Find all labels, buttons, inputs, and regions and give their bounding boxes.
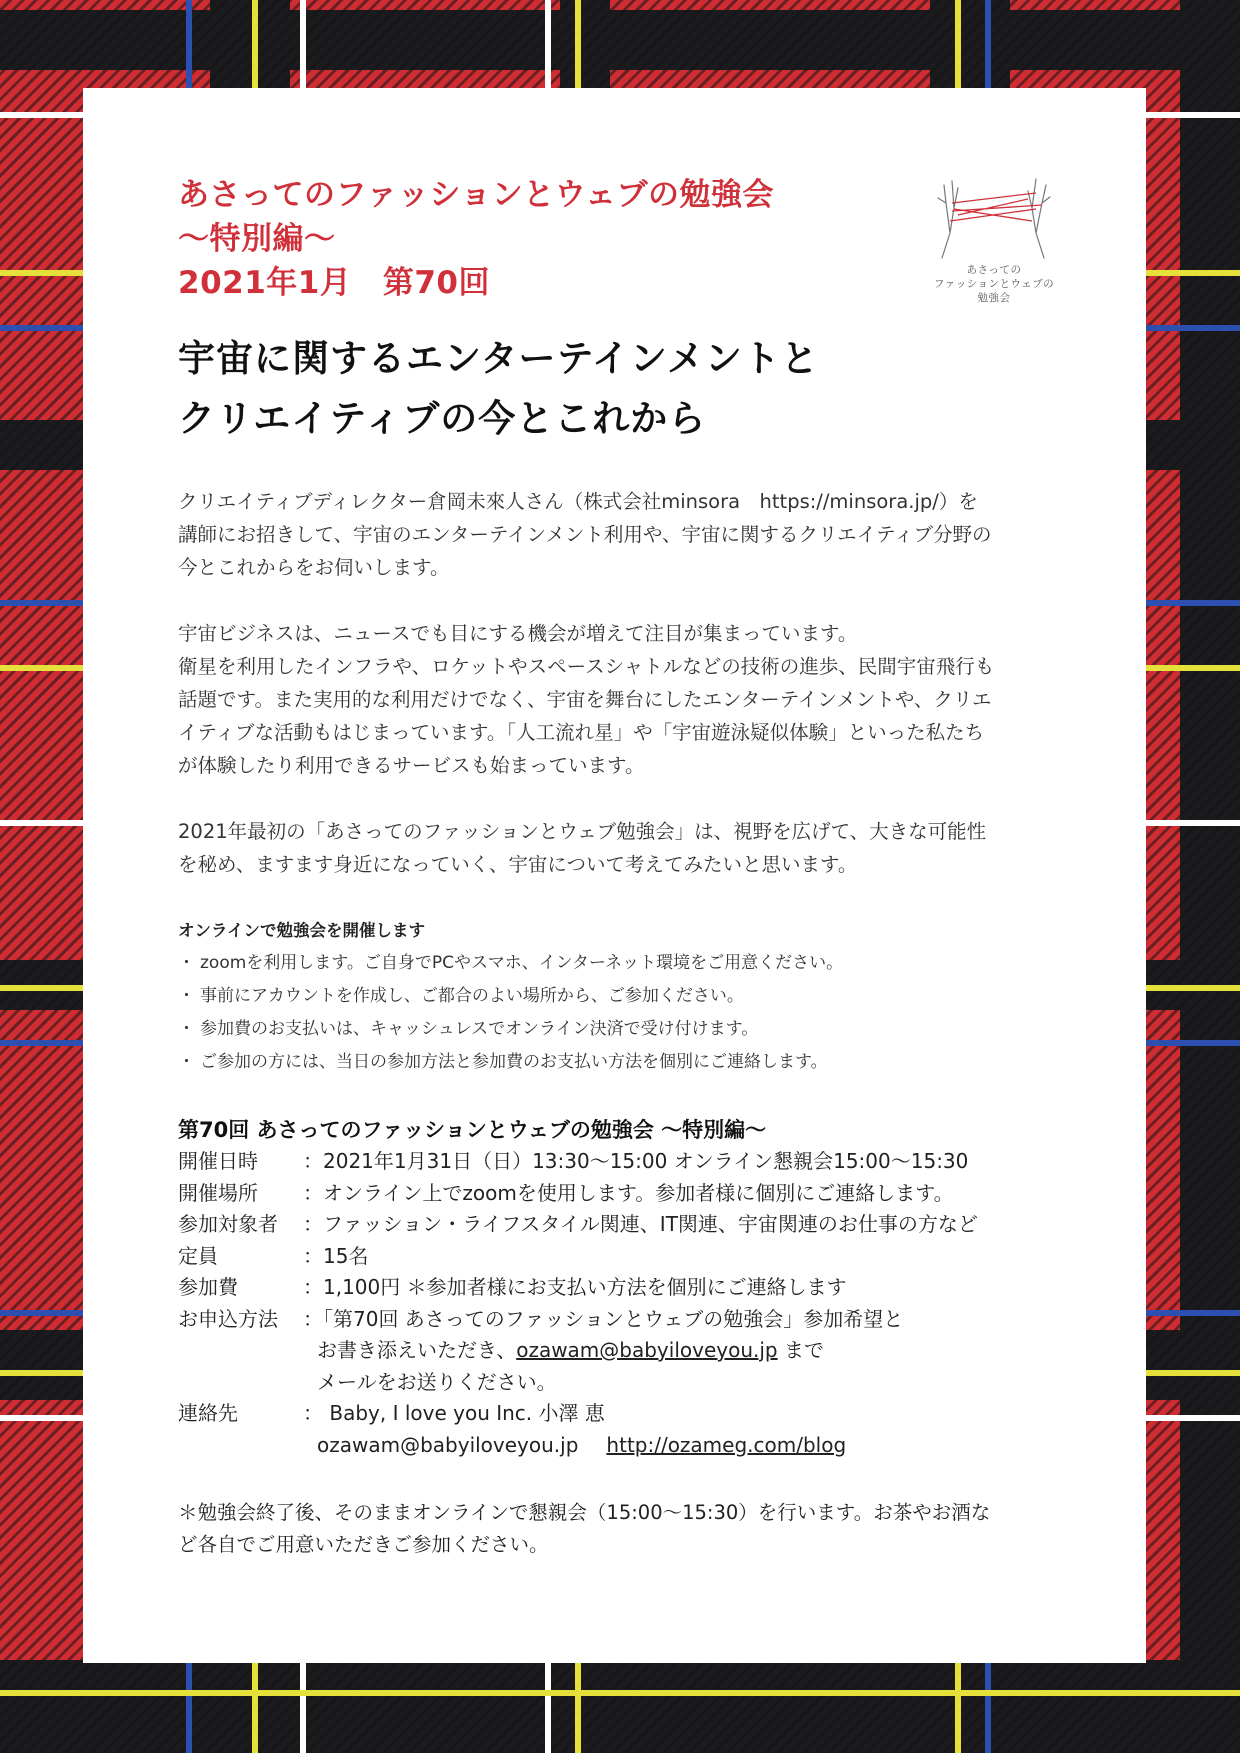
intro-line: 2021年最初の「あさってのファッションとウェブ勉強会」は、視野を広げて、大きな可能性: [178, 820, 987, 843]
intro-line: 話題です。また実用的な利用だけでなく、宇宙を舞台にしたエンターテインメントや、クリエ: [178, 688, 992, 711]
list-item: ・ zoomを利用します。ご自身でPCやスマホ、インターネット環境をご用意ください。: [178, 947, 1058, 980]
intro-line: 宇宙ビジネスは、ニュースでも目にする機会が増えて注目が集まっています。: [178, 622, 858, 645]
apply-line-1: ：「第70回 あさってのファッションとウェブの勉強会」参加希望と: [303, 1306, 904, 1331]
event-info-table: [178, 1146, 1058, 1461]
info-row-target: [178, 1209, 1058, 1241]
note-line-1: ＊勉強会終了後、そのままオンラインで懇親会（15:00〜15:30）を行います。お茶やお酒な: [178, 1501, 991, 1524]
info-value: ：15名: [303, 1243, 369, 1268]
contact-url-link[interactable]: http://ozameg.com/blog: [606, 1432, 847, 1457]
info-row-place: [178, 1178, 1058, 1210]
title-line-2: クリエイティブの今とこれから: [178, 397, 707, 440]
info-label: 定員: [178, 1243, 218, 1268]
series-name: あさってのファッションとウェブの勉強会: [178, 177, 775, 213]
online-section-title: オンラインで勉強会を開催します: [178, 921, 426, 940]
info-label: お申込方法: [178, 1306, 278, 1331]
page-title: [178, 329, 1058, 449]
info-value: [303, 1398, 1058, 1461]
logo-text-1: あさっての: [966, 264, 1022, 276]
info-row-contact: [178, 1398, 1058, 1461]
intro-line: クリエイティブディレクター倉岡未來人さん（株式会社minsora https://minsora.jp/）を: [178, 490, 978, 513]
special-edition-label: 〜特別編〜: [178, 221, 336, 257]
info-value: ：2021年1月31日（日）13:30〜15:00 オンライン懇親会15:00〜15:30: [303, 1149, 969, 1173]
note-line-2: ど各自でご用意いただきご参加ください。: [178, 1533, 549, 1556]
contact-line-2: [303, 1430, 1058, 1462]
info-label: 参加対象者: [178, 1212, 278, 1236]
intro-text: [178, 485, 1058, 881]
contact-line-1: ： Baby, I love you Inc. 小澤 恵: [303, 1401, 605, 1425]
list-item: ・ 参加費のお支払いは、キャッシュレスでオンライン決済で受け付けます。: [178, 1013, 1058, 1046]
info-value: ：1,100円 ＊参加者様にお支払い方法を個別にご連絡します: [303, 1275, 847, 1299]
intro-line: イティブな活動もはじまっています。「人工流れ星」や「宇宙遊泳疑似体験」といった私たち: [178, 721, 985, 744]
info-label: 開催場所: [178, 1180, 258, 1205]
apply-line-2-suffix: まで: [777, 1338, 824, 1362]
apply-line-3: メールをお送りください。: [317, 1369, 557, 1394]
flyer-page: [83, 88, 1146, 1663]
info-value: ：オンライン上でzoomを使用します。参加者様に個別にご連絡します。: [303, 1180, 954, 1205]
apply-email-link[interactable]: ozawam@babyiloveyou.jp: [516, 1338, 778, 1362]
intro-line: が体験したり利用できるサービスも始まっています。: [178, 754, 645, 777]
apply-line-2-text: お書き添えいただき、: [317, 1338, 517, 1362]
online-bullets: [178, 947, 1058, 1079]
contact-email: ozawam@babyiloveyou.jp: [317, 1432, 579, 1457]
info-label: 参加費: [178, 1275, 238, 1299]
intro-line: 衛星を利用したインフラや、ロケットやスペースシャトルなどの技術の進歩、民間宇宙飛行も: [178, 655, 995, 678]
title-line-1: 宇宙に関するエンターテインメントと: [178, 337, 819, 380]
info-value: [303, 1304, 1058, 1399]
logo-text-3: 勉強会: [977, 292, 1011, 304]
info-row-date: [178, 1146, 1058, 1178]
list-item: ・ 事前にアカウントを作成し、ご都合のよい場所から、ご参加ください。: [178, 980, 1058, 1013]
intro-line: 講師にお招きして、宇宙のエンターテインメント利用や、宇宙に関するクリエイティブ分野の: [178, 523, 992, 546]
info-row-fee: [178, 1272, 1058, 1304]
flyer-content: [178, 173, 1058, 1561]
info-value: ：ファッション・ライフスタイル関連、IT関連、宇宙関連のお仕事の方など: [303, 1212, 978, 1236]
info-label: 連絡先: [178, 1401, 238, 1425]
logo-text-2: ファッションとウェブの: [933, 278, 1055, 290]
series-heading: [178, 173, 1058, 305]
info-label: 開催日時: [178, 1149, 258, 1173]
event-title: 第70回 あさってのファッションとウェブの勉強会 〜特別編〜: [178, 1118, 767, 1142]
apply-line-2: [303, 1335, 1058, 1367]
edition-date: 2021年1月 第70回: [178, 265, 490, 301]
tartan-yellow-stripe: [0, 1690, 1240, 1696]
intro-line: 今とこれからをお伺いします。: [178, 556, 450, 579]
list-item: ・ ご参加の方には、当日の参加方法と参加費のお支払い方法を個別にご連絡します。: [178, 1046, 1058, 1079]
closing-note: [178, 1497, 1058, 1561]
intro-line: を秘め、ますます身近になっていく、宇宙について考えてみたいと思います。: [178, 853, 858, 876]
info-row-apply: [178, 1304, 1058, 1399]
info-row-capacity: [178, 1241, 1058, 1273]
